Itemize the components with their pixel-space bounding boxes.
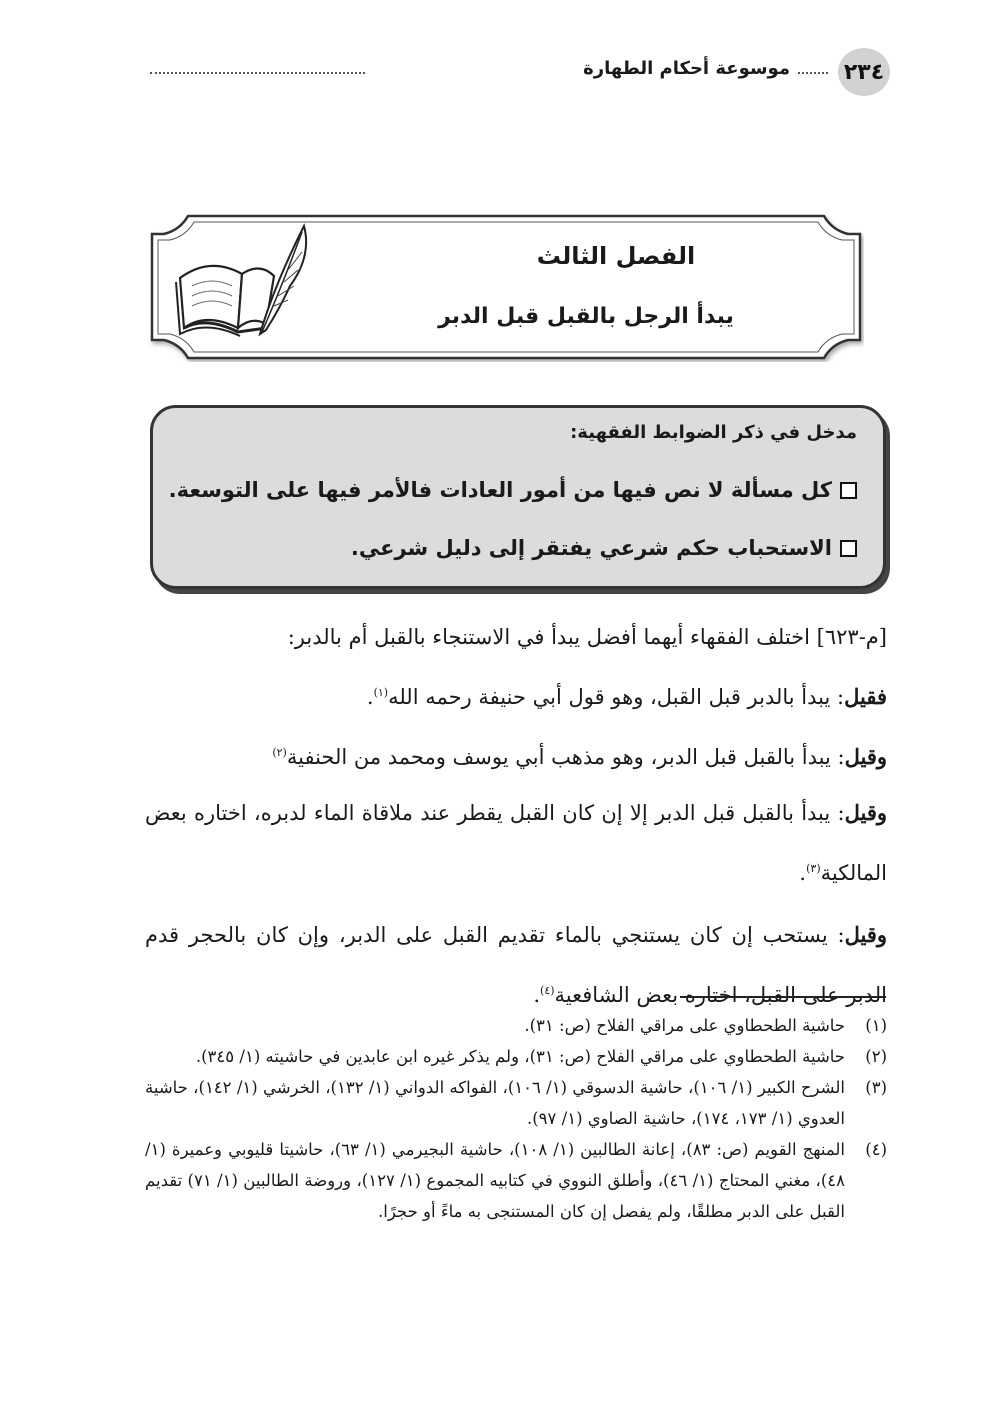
paragraph-text: : يبدأ بالقبل قبل الدبر إلا إن كان القبل يقطر عند ملاقاة الماء لدبره، اختاره بعض المالكية xyxy=(145,801,887,885)
footnote-number: (٣) xyxy=(865,1078,887,1097)
paragraph-end: . xyxy=(366,685,374,709)
footnote xyxy=(145,1041,887,1072)
paragraph-lead: وقيل xyxy=(844,800,887,825)
paragraph-end: . xyxy=(533,983,541,1007)
paragraph xyxy=(145,665,887,725)
rule-text: كل مسألة لا نص فيها من أمور العادات فالأمر فيها على التوسعة. xyxy=(168,478,832,502)
footnote-ref[interactable]: (٢) xyxy=(272,746,287,759)
paragraph-text: : يبدأ بالدبر قبل القبل، وهو قول أبي حنيفة رحمه الله xyxy=(388,685,845,709)
paragraph-lead: وقيل xyxy=(844,744,887,769)
checkbox-bullet-icon xyxy=(840,540,857,557)
intro-heading: مدخل في ذكر الضوابط الفقهية: xyxy=(570,422,857,443)
paragraph xyxy=(145,725,887,785)
paragraph-lead: فقيل xyxy=(844,684,887,709)
chapter-title: الفصل الثالث xyxy=(536,242,696,270)
paragraph-lead: وقيل xyxy=(844,922,887,947)
paragraph xyxy=(145,785,887,901)
paragraph-text: : يستحب إن كان يستنجي بالماء تقديم القبل على الدبر، وإن كان بالحجر قدم الدبر على القبل، اختاره بعض الشافعية xyxy=(145,923,887,1007)
footnote-separator xyxy=(680,996,886,998)
paragraph-text: : يبدأ بالقبل قبل الدبر، وهو مذهب أبي يوسف ومحمد من الحنفية xyxy=(286,745,845,769)
paragraph-text: [م-٦٢٣] اختلف الفقهاء أيهما أفضل يبدأ في الاستنجاء بالقبل أم بالدبر: xyxy=(287,625,887,649)
rule-item xyxy=(169,478,857,502)
footnote-ref[interactable]: (١) xyxy=(373,686,389,699)
checkbox-bullet-icon xyxy=(840,482,857,499)
footnote xyxy=(145,1010,887,1041)
footnote-text: الشرح الكبير (١/ ١٠٦)، حاشية الدسوقي (١/ ١٠٦)، الفواكه الدواني (١/ ١٣٢)، الخرشي (١/ ١٤٢)، حاشية العدوي (١/ ١٧٣، ١٧٤)، حاشية الصاوي (١/ ٩٧). xyxy=(145,1078,845,1128)
page-number: ٢٣٤ xyxy=(838,48,890,96)
paragraph-end: . xyxy=(799,861,807,885)
footnote-text: المنهج القويم (ص: ٨٣)، إعانة الطالبين (١/ ١٠٨)، حاشية البجيرمي (١/ ٦٣)، حاشيتا قليوبي وعميرة (١/ ٤٨)، مغني المحتاج (١/ ٤٦)، وأطلق النووي في كتابيه المجموع (١/ ١٢٧)، وروضة الطالبين (١/ ٧١) تقديم القبل على الدبر مطلقًا، ولم يفصل إن كان المستنجى به ماءً أو حجرًا. xyxy=(145,1140,846,1221)
footnote-ref[interactable]: (٤) xyxy=(540,984,555,997)
paragraph xyxy=(145,610,887,665)
footnotes xyxy=(145,1010,887,1227)
chapter-subtitle: يبدأ الرجل بالقبل قبل الدبر xyxy=(438,304,734,329)
footnote-ref[interactable]: (٣) xyxy=(806,862,821,875)
footnote xyxy=(145,1072,887,1134)
footnote-number: (١) xyxy=(865,1016,887,1035)
running-title: موسوعة أحكام الطهارة xyxy=(583,58,790,79)
chapter-title-frame xyxy=(148,212,864,362)
header-dotted-rule-left xyxy=(150,72,365,74)
book-and-quill-icon xyxy=(162,216,312,346)
header-dotted-rule-right xyxy=(798,72,828,74)
body-text xyxy=(145,610,887,1023)
rule-item xyxy=(351,536,857,560)
paragraph xyxy=(145,907,887,1023)
footnote-text: حاشية الطحطاوي على مراقي الفلاح (ص: ٣١)، ولم يذكر غيره ابن عابدين في حاشيته (١/ ٣٤٥). xyxy=(195,1047,845,1066)
page-header xyxy=(140,48,900,98)
footnote-text: حاشية الطحطاوي على مراقي الفلاح (ص: ٣١). xyxy=(524,1016,845,1035)
footnote-number: (٤) xyxy=(865,1140,887,1159)
rule-text: الاستحباب حكم شرعي يفتقر إلى دليل شرعي. xyxy=(350,536,832,560)
intro-rules-box xyxy=(150,405,886,589)
footnote-number: (٢) xyxy=(865,1047,887,1066)
footnote xyxy=(145,1134,887,1227)
